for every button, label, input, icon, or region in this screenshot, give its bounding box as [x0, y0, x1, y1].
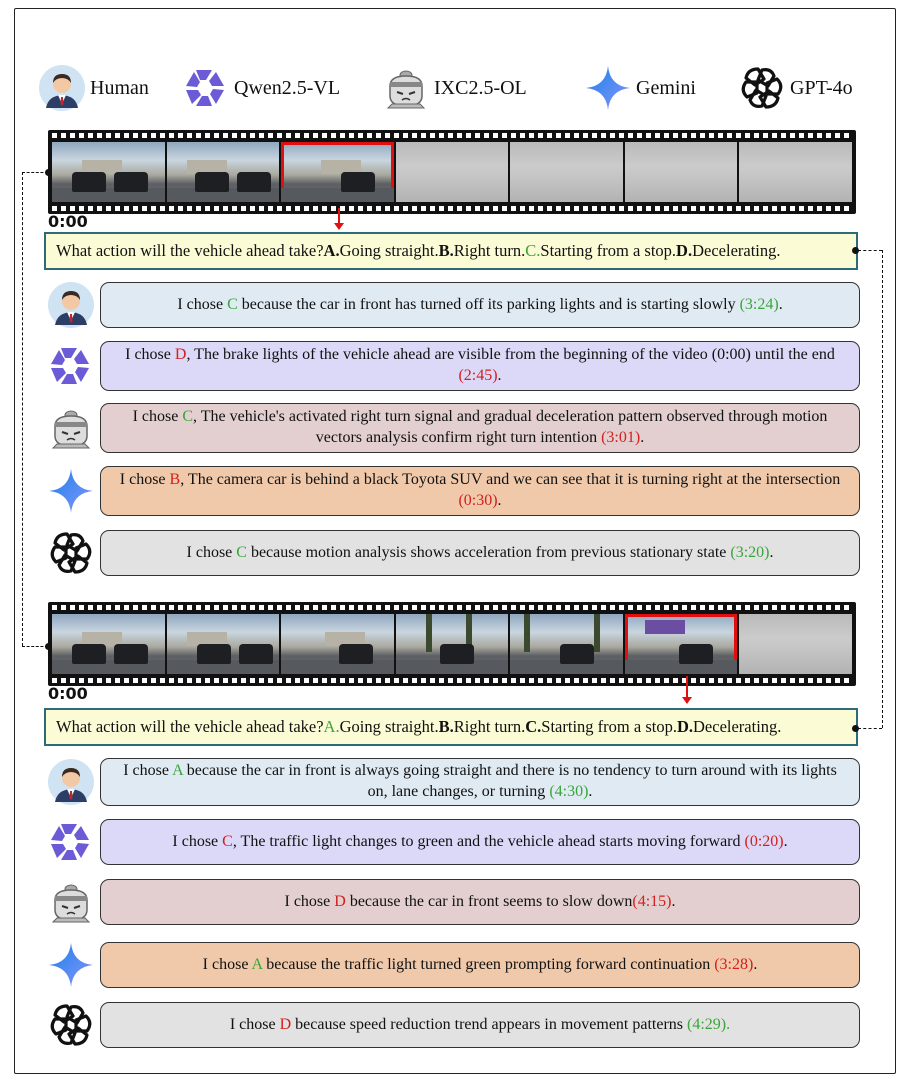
- answer-row: [44, 878, 860, 926]
- timestamp-label: 0:00: [48, 212, 88, 231]
- openai-logo-icon: [47, 529, 95, 577]
- answer-bubble-gpt: I chose C because motion analysis shows acceleration from previous stationary state (3:20).: [100, 530, 860, 576]
- legend-label: Human: [90, 76, 149, 99]
- answer-prefix: I chose: [132, 408, 183, 426]
- answer-choice: A: [251, 955, 263, 973]
- answer-row: [44, 1000, 860, 1050]
- option-d-text: Decelerating.: [693, 717, 782, 736]
- answer-time: (3:20): [730, 543, 770, 561]
- connector-line: [858, 728, 882, 729]
- question-text: What action will the vehicle ahead take?: [56, 717, 324, 736]
- legend-item-ixc: [382, 60, 527, 116]
- answer-bubble-gemini: I chose A because the traffic light turned green prompting forward continuation (3:28).: [100, 942, 860, 988]
- qwen-logo-icon: [182, 64, 230, 112]
- video-frame: [167, 614, 280, 674]
- answer-bubble-gpt: [100, 1002, 860, 1048]
- legend-item-human: [38, 60, 149, 116]
- answer-text: , The vehicle's activated right turn signal and gradual deceleration pattern observed through motion vectors analysis confirm right turn intention: [193, 408, 828, 446]
- answer-text: because speed reduction trend appears in movement patterns: [291, 1015, 688, 1033]
- answer-prefix: I chose: [186, 543, 237, 561]
- answer-row: [44, 818, 860, 866]
- video-filmstrip-2: [48, 602, 856, 686]
- answer-time: (0:30): [458, 492, 498, 509]
- gemini-star-icon: [47, 467, 95, 515]
- connector-line: [882, 250, 883, 728]
- connector-dot: [45, 643, 52, 650]
- answer-prefix: I chose: [119, 471, 170, 489]
- answer-text: because motion analysis shows acceleration from previous stationary state: [246, 543, 731, 561]
- faded-video-frame: [396, 142, 509, 202]
- question-box-2: [44, 708, 858, 746]
- arrow-down-icon: [338, 208, 340, 224]
- legend-item-qwen: [182, 60, 340, 116]
- connector-dot: [852, 247, 859, 254]
- answer-choice: D: [174, 346, 187, 364]
- answer-time: (3:28): [714, 955, 754, 973]
- answer-text: , The camera car is behind a black Toyota SUV and we can see that it is turning right at the intersection: [180, 471, 841, 489]
- human-avatar-icon: [38, 64, 86, 112]
- answer-text: because the car in front seems to slow down: [345, 892, 633, 910]
- answer-choice: D: [334, 892, 346, 910]
- answer-row: [44, 280, 860, 330]
- human-avatar-icon: [47, 281, 95, 329]
- legend-item-gpt: [738, 60, 853, 116]
- answer-bubble-qwen: I chose D, The brake lights of the vehicle ahead are visible from the beginning of the video (0:00) until the end (2:45).: [100, 341, 860, 391]
- video-filmstrip-1: [48, 130, 856, 214]
- faded-video-frame: [739, 614, 852, 674]
- connector-dot: [852, 725, 859, 732]
- option-c-key: C.: [525, 241, 541, 260]
- video-frame: [167, 142, 280, 202]
- faded-video-frame: [739, 142, 852, 202]
- openai-logo-icon: [738, 64, 786, 112]
- video-frame: [281, 614, 394, 674]
- gemini-star-icon: [47, 941, 95, 989]
- answer-text: , The brake lights of the vehicle ahead are visible from the beginning of the video (0:00) until the end: [186, 346, 835, 364]
- answer-prefix: I chose: [123, 762, 173, 780]
- legend-label: GPT-4o: [790, 76, 853, 99]
- answer-bubble-human: I chose A because the car in front is always going straight and there is no tendency to turn around with its lights on, lane changes, or turning (4:30).: [100, 758, 860, 806]
- answer-bubble-ixc: I chose D because the car in front seems to slow down(4:15).: [100, 879, 860, 925]
- answer-choice: A: [172, 762, 183, 780]
- ixc-robot-icon: [382, 64, 430, 112]
- faded-video-frame: [510, 142, 623, 202]
- answer-choice: B: [169, 471, 181, 489]
- answer-row: [44, 340, 860, 392]
- connector-line: [858, 250, 882, 251]
- option-c-key: C.: [525, 717, 542, 736]
- highlighted-video-frame: [625, 614, 738, 674]
- answer-choice: C: [227, 295, 238, 313]
- answer-choice: C: [182, 408, 194, 426]
- answer-time: (2:45): [458, 367, 498, 384]
- video-frame: [510, 614, 623, 674]
- option-b-text: Right turn.: [453, 241, 526, 260]
- option-d-key: D.: [676, 241, 693, 260]
- answer-prefix: I chose: [284, 892, 335, 910]
- gemini-star-icon: [584, 64, 632, 112]
- answer-bubble-qwen: I chose C, The traffic light changes to green and the vehicle ahead starts moving forward (0:20).: [100, 819, 860, 865]
- answer-text: because the car in front has turned off its parking lights and is starting slowly: [237, 295, 740, 313]
- option-a-key: A.: [323, 717, 340, 736]
- option-b-text: Right turn.: [453, 717, 526, 736]
- answer-choice: C: [236, 543, 247, 561]
- option-d-key: D.: [676, 717, 693, 736]
- option-b-key: B.: [438, 241, 454, 260]
- arrow-down-icon: [686, 676, 688, 698]
- answer-bubble-gemini: I chose B, The camera car is behind a black Toyota SUV and we can see that it is turning right at the intersection (0:30).: [100, 466, 860, 516]
- answer-time: (3:01): [601, 429, 641, 446]
- answer-row: [44, 402, 860, 454]
- answer-time: (3:24): [739, 295, 779, 313]
- answer-prefix: I chose: [125, 346, 175, 364]
- highlighted-video-frame: [281, 142, 394, 202]
- answer-prefix: I chose: [177, 295, 228, 313]
- timestamp-label: 0:00: [48, 684, 88, 703]
- question-box-1: [44, 232, 858, 270]
- option-a-text: Going straight.: [339, 241, 439, 260]
- qwen-logo-icon: [47, 818, 95, 866]
- answer-choice: D: [279, 1015, 292, 1033]
- answer-time: (4:29).: [687, 1015, 731, 1033]
- answer-row: [44, 465, 860, 517]
- video-frame: [52, 142, 165, 202]
- answer-bubble-human: I chose C because the car in front has turned off its parking lights and is starting slowly (3:24).: [100, 282, 860, 328]
- option-b-key: B.: [438, 717, 454, 736]
- legend-label: IXC2.5-OL: [434, 76, 527, 99]
- connector-dot: [45, 169, 52, 176]
- faded-video-frame: [625, 142, 738, 202]
- video-frame: [52, 614, 165, 674]
- answer-time: (4:15): [632, 892, 672, 910]
- question-text: What action will the vehicle ahead take?: [56, 241, 324, 260]
- answer-text: , The traffic light changes to green and the vehicle ahead starts moving forward: [232, 832, 745, 850]
- answer-text: because the traffic light turned green prompting forward continuation: [262, 955, 715, 973]
- answer-prefix: I chose: [229, 1015, 280, 1033]
- openai-logo-icon: [47, 1001, 95, 1049]
- legend-label: Qwen2.5-VL: [234, 76, 341, 99]
- option-d-text: Decelerating.: [692, 241, 781, 260]
- connector-line: [22, 172, 23, 646]
- answer-text: because the car in front is always going straight and there is no tendency to turn around with its lights on, lane changes, or turning: [182, 762, 837, 800]
- answer-bubble-ixc: I chose C, The vehicle's activated right turn signal and gradual deceleration pattern observed through motion vectors analysis confirm right turn intention (3:01).: [100, 403, 860, 453]
- option-c-text: Starting from a stop.: [541, 717, 677, 736]
- answer-time: (0:20): [744, 832, 784, 850]
- answer-prefix: I chose: [172, 832, 223, 850]
- answer-prefix: I chose: [202, 955, 252, 973]
- answer-row: [44, 940, 860, 990]
- human-avatar-icon: [47, 758, 95, 806]
- ixc-robot-icon: [47, 404, 95, 452]
- legend: [38, 60, 878, 116]
- answer-row: [44, 528, 860, 578]
- legend-label: Gemini: [636, 76, 696, 99]
- qwen-logo-icon: [47, 342, 95, 390]
- ixc-robot-icon: [47, 878, 95, 926]
- option-a-key: A.: [323, 241, 340, 260]
- option-c-text: Starting from a stop.: [540, 241, 677, 260]
- legend-item-gemini: [584, 60, 696, 116]
- answer-row: [44, 756, 860, 808]
- answer-time: (4:30): [549, 783, 589, 800]
- option-a-text: Going straight.: [339, 717, 439, 736]
- video-frame: [396, 614, 509, 674]
- answer-choice: C: [222, 832, 233, 850]
